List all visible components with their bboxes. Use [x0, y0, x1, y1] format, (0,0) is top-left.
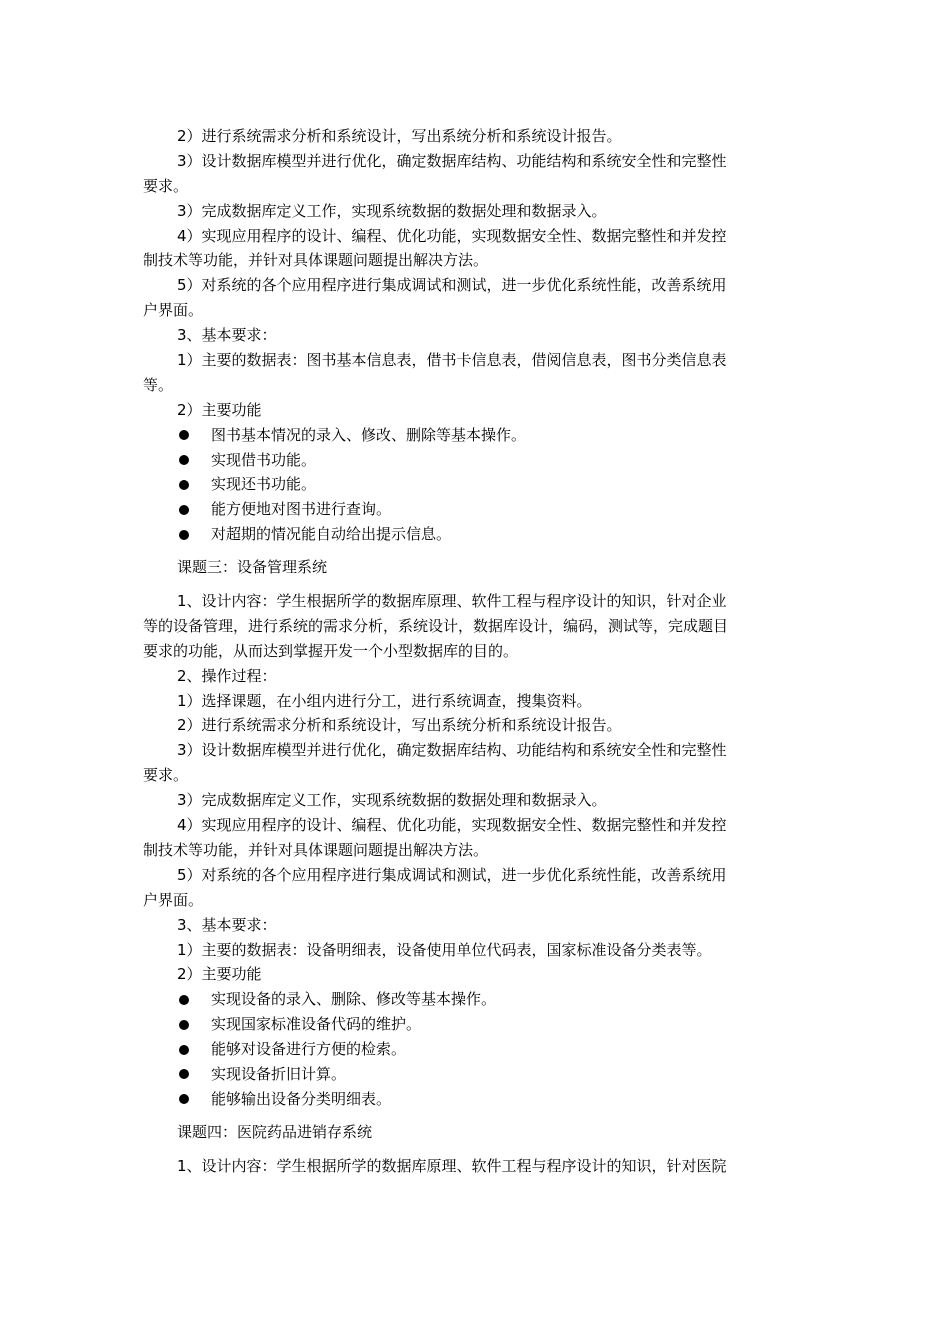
paragraph-line: 5）对系统的各个应用程序进行集成调试和测试，进一步优化系统性能，改善系统用: [177, 865, 727, 884]
bullet-dot-icon: [179, 430, 189, 440]
paragraph-line: 2）主要功能: [177, 400, 262, 419]
topic-heading: 课题三：设备管理系统: [177, 558, 328, 577]
paragraph-line: 4）实现应用程序的设计、编程、优化功能，实现数据安全性、数据完整性和并发控: [177, 816, 727, 835]
list-item-text: 对超期的情况能自动给出提示信息。: [211, 525, 452, 544]
paragraph-line: 要求。: [143, 766, 189, 785]
paragraph-line: 1）选择课题，在小组内进行分工，进行系统调查，搜集资料。: [177, 691, 592, 710]
list-item-text: 能够对设备进行方便的检索。: [211, 1040, 407, 1059]
list-item: [143, 1087, 808, 1112]
paragraph-line: 户界面。: [143, 301, 204, 320]
paragraph-line: 1）主要的数据表：设备明细表，设备使用单位代码表，国家标准设备分类表等。: [177, 940, 712, 959]
list-item-text: 实现设备的录入、删除、修改等基本操作。: [211, 990, 497, 1009]
paragraph-line: 要求的功能，从而达到掌握开发一个小型数据库的目的。: [143, 641, 519, 660]
spacer: [143, 547, 808, 555]
bullet-dot-icon: [179, 1069, 189, 1079]
paragraph-line: 1、设计内容：学生根据所学的数据库原理、软件工程与程序设计的知识，针对企业: [177, 592, 727, 611]
paragraph-line: 要求。: [143, 176, 189, 195]
list-item: [143, 987, 808, 1012]
list-item-text: 实现设备折旧计算。: [211, 1064, 347, 1083]
bullet-dot-icon: [179, 1020, 189, 1030]
bullet-dot-icon: [179, 480, 189, 490]
section-heading: 2、操作过程：: [177, 666, 277, 685]
bullet-dot-icon: [179, 1045, 189, 1055]
paragraph-line: 1）主要的数据表：图书基本信息表，借书卡信息表，借阅信息表，图书分类信息表: [177, 351, 727, 370]
list-item-text: 能够输出设备分类明细表。: [211, 1089, 392, 1108]
topic-heading: 课题四：医院药品进销存系统: [177, 1122, 373, 1141]
paragraph-line: 等的设备管理，进行系统的需求分析，系统设计，数据库设计，编码，测试等，完成题目: [143, 616, 729, 635]
list-item-text: 实现借书功能。: [211, 450, 317, 469]
paragraph-line: 5）对系统的各个应用程序进行集成调试和测试，进一步优化系统性能，改善系统用: [177, 276, 727, 295]
paragraph-line: 3）设计数据库模型并进行优化，确定数据库结构、功能结构和系统安全性和完整性: [177, 151, 727, 170]
paragraph-line: 2）进行系统需求分析和系统设计，写出系统分析和系统设计报告。: [177, 716, 622, 735]
list-item-text: 能方便地对图书进行查询。: [211, 500, 392, 519]
spacer: [143, 1112, 808, 1120]
paragraph-line: 1、设计内容：学生根据所学的数据库原理、软件工程与程序设计的知识，针对医院: [177, 1156, 727, 1175]
bullet-dot-icon: [179, 995, 189, 1005]
list-item: [143, 1062, 808, 1087]
paragraph-line: 2）进行系统需求分析和系统设计，写出系统分析和系统设计报告。: [177, 127, 622, 145]
list-item: [143, 448, 808, 473]
spacer: [143, 1145, 808, 1154]
list-item-text: 图书基本情况的录入、修改、删除等基本操作。: [211, 425, 527, 444]
bullet-dot-icon: [179, 1094, 189, 1104]
section-heading: 3、基本要求：: [177, 915, 277, 934]
list-item: [143, 522, 808, 547]
paragraph-line: 4）实现应用程序的设计、编程、优化功能，实现数据安全性、数据完整性和并发控: [177, 226, 727, 245]
list-item-text: 实现还书功能。: [211, 475, 317, 494]
document-body: [143, 124, 808, 1179]
paragraph-line: 等。: [143, 375, 174, 394]
paragraph-line: 3）设计数据库模型并进行优化，确定数据库结构、功能结构和系统安全性和完整性: [177, 741, 727, 760]
bullet-dot-icon: [179, 505, 189, 515]
paragraph-line: 制技术等功能，并针对具体课题问题提出解决方法。: [143, 251, 489, 270]
spacer: [143, 580, 808, 589]
section-heading: 3、基本要求：: [177, 326, 277, 345]
list-item: [143, 472, 808, 497]
list-item: [143, 423, 808, 448]
list-item: [143, 497, 808, 522]
paragraph-line: 3）完成数据库定义工作，实现系统数据的数据处理和数据录入。: [177, 791, 607, 810]
paragraph-line: 制技术等功能，并针对具体课题问题提出解决方法。: [143, 840, 489, 859]
bullet-dot-icon: [179, 455, 189, 465]
paragraph-line: 2）主要功能: [177, 965, 262, 984]
list-item: [143, 1037, 808, 1062]
list-item-text: 实现国家标准设备代码的维护。: [211, 1015, 422, 1034]
list-item: [143, 1012, 808, 1037]
paragraph-line: 户界面。: [143, 890, 204, 909]
bullet-dot-icon: [179, 530, 189, 540]
paragraph-line: 3）完成数据库定义工作，实现系统数据的数据处理和数据录入。: [177, 201, 607, 220]
